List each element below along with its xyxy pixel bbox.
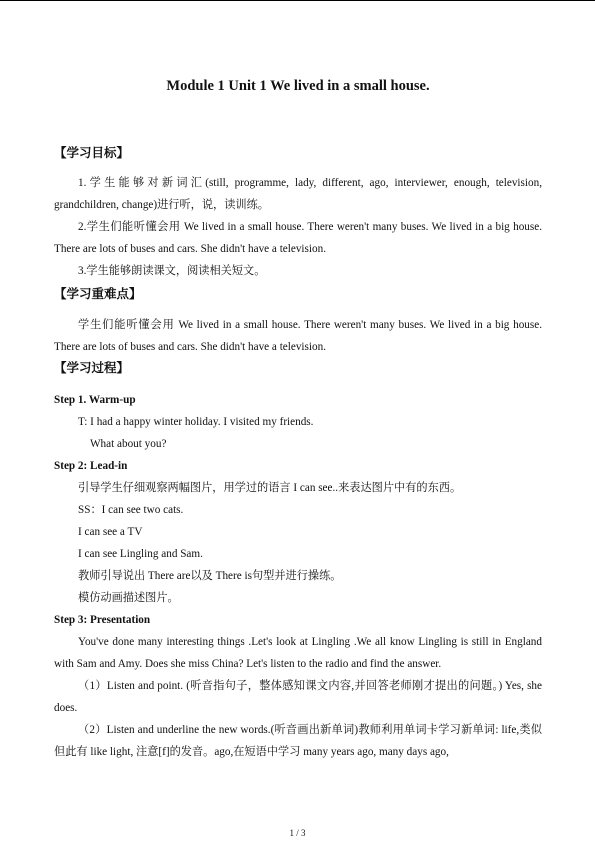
page-number: 1 / 3 (289, 828, 306, 838)
objectives-heading: 【学习目标】 (54, 145, 130, 160)
key-points-heading: 【学习重难点】 (54, 286, 142, 301)
key-points-text: 学生们能听懂会用 We lived in a small house. There weren't many buses. We lived in a big house. There are lots of buses and cars. She didn't have a television. (54, 319, 542, 353)
step3-para3: （2）Listen and underline the new words.(听音画出新单词)教师利用单词卡学习新单词: life,类似但此有 like light, 注意[f]的发音。ago,在短语中学习 many years ago, many days ago, (54, 724, 542, 758)
objective-3: 3.学生能够朗读课文，阅读相关短文。 (78, 265, 266, 277)
document-title: Module 1 Unit 1 We lived in a small house. (166, 78, 430, 94)
step1-title: Step 1. Warm-up (54, 394, 136, 406)
step2-line1: 引导学生仔细观察两幅图片，用学过的语言 I can see..来表达图片中有的东西。 (78, 482, 462, 494)
step2-line5: 教师引导说出 There are以及 There is句型并进行操练。 (78, 570, 342, 582)
step3-para1: You've done many interesting things .Let's look at Lingling .We all know Lingling is still in England with Sam and Amy. Does she miss China? Let's listen to the radio and find the answer. (54, 636, 542, 670)
step2-line4: I can see Lingling and Sam. (78, 548, 203, 560)
step1-line2: What about you? (90, 438, 167, 450)
header-rule (0, 0, 595, 1)
process-heading: 【学习过程】 (54, 360, 130, 375)
objectives-list (54, 172, 542, 282)
step3-title: Step 3: Presentation (54, 614, 151, 626)
process-body (54, 389, 542, 763)
step2-line6: 模仿动画描述图片。 (78, 592, 179, 604)
step3-para2: （1）Listen and point. (听音指句子，整体感知课文内容,并回答老师刚才提出的问题。) Yes, she does. (54, 680, 542, 714)
step2-title: Step 2: Lead-in (54, 460, 128, 472)
step2-line3: I can see a TV (78, 526, 143, 538)
step2-line2: SS：I can see two cats. (78, 504, 184, 516)
key-points-block (54, 314, 542, 358)
step1-line1: T: I had a happy winter holiday. I visited my friends. (78, 416, 314, 428)
objective-1: 1.学生能够对新词汇(still, programme, lady, different, ago, interviewer, enough, television, grandchildren, change)进行听，说，读训练。 (54, 177, 542, 211)
objective-2: 2.学生们能听懂会用 We lived in a small house. There weren't many buses. We lived in a big house. There are lots of buses and cars. She didn't have a television. (54, 221, 542, 255)
